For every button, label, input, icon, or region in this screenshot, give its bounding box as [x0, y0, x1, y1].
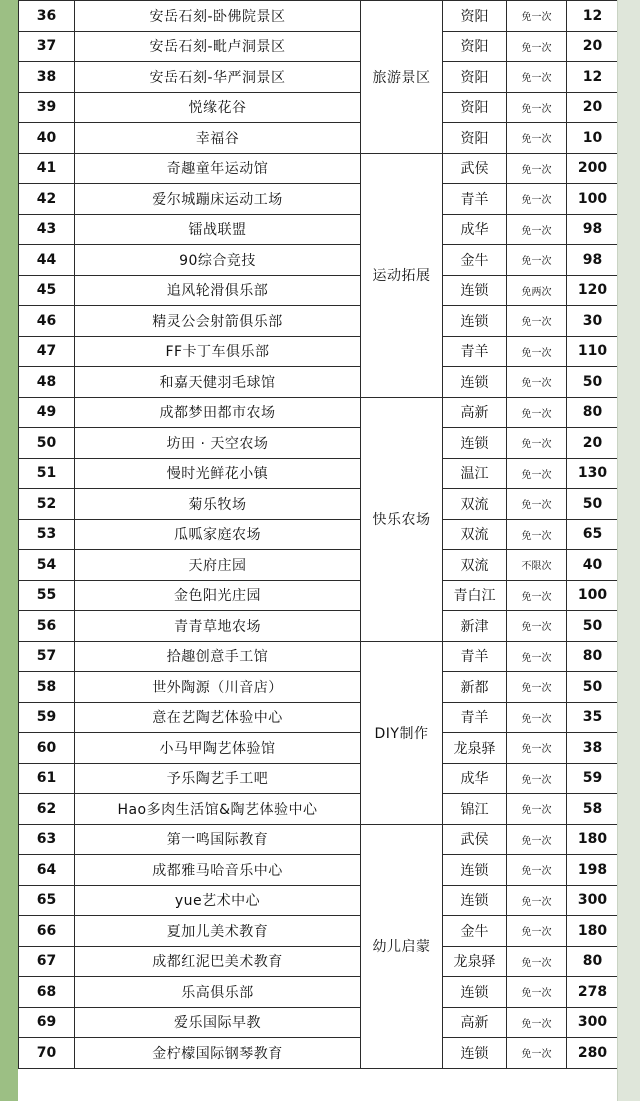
- district: 成华: [443, 763, 507, 794]
- free-times: 免一次: [507, 611, 567, 642]
- price-value: 58: [567, 794, 619, 825]
- table-row: [19, 824, 619, 855]
- table-row: [19, 184, 619, 215]
- row-number: 47: [19, 336, 75, 367]
- price-value: 198: [567, 855, 619, 886]
- venue-name: yue艺术中心: [75, 885, 361, 916]
- table-row: [19, 916, 619, 947]
- district: 温江: [443, 458, 507, 489]
- price-value: 280: [567, 1038, 619, 1069]
- price-value: 110: [567, 336, 619, 367]
- venue-name: 意在艺陶艺体验中心: [75, 702, 361, 733]
- venue-name: 世外陶源（川音店）: [75, 672, 361, 703]
- venue-name: 乐高俱乐部: [75, 977, 361, 1008]
- district: 金牛: [443, 245, 507, 276]
- free-times: 免一次: [507, 489, 567, 520]
- row-number: 41: [19, 153, 75, 184]
- district: 连锁: [443, 1038, 507, 1069]
- free-times: 免一次: [507, 397, 567, 428]
- price-value: 38: [567, 733, 619, 764]
- row-number: 54: [19, 550, 75, 581]
- free-times: 免一次: [507, 1007, 567, 1038]
- row-number: 55: [19, 580, 75, 611]
- free-times: 免一次: [507, 733, 567, 764]
- free-times: 免一次: [507, 123, 567, 154]
- district: 锦江: [443, 794, 507, 825]
- table-row: [19, 580, 619, 611]
- table-row: [19, 885, 619, 916]
- category-cell: 旅游景区: [361, 1, 443, 154]
- row-number: 56: [19, 611, 75, 642]
- row-number: 46: [19, 306, 75, 337]
- district: 双流: [443, 550, 507, 581]
- price-value: 50: [567, 672, 619, 703]
- table-sheet: [18, 0, 618, 1101]
- row-number: 45: [19, 275, 75, 306]
- table-row: [19, 275, 619, 306]
- price-value: 180: [567, 824, 619, 855]
- table-row: [19, 92, 619, 123]
- free-times: 免一次: [507, 855, 567, 886]
- table-row: [19, 62, 619, 93]
- free-times: 免一次: [507, 946, 567, 977]
- venue-name: 成都梦田都市农场: [75, 397, 361, 428]
- price-value: 50: [567, 489, 619, 520]
- district: 高新: [443, 397, 507, 428]
- row-number: 50: [19, 428, 75, 459]
- row-number: 64: [19, 855, 75, 886]
- table-row: [19, 611, 619, 642]
- row-number: 43: [19, 214, 75, 245]
- venue-name: 镭战联盟: [75, 214, 361, 245]
- venue-table-body: [19, 1, 619, 1069]
- price-value: 10: [567, 123, 619, 154]
- row-number: 61: [19, 763, 75, 794]
- venue-name: 精灵公会射箭俱乐部: [75, 306, 361, 337]
- district: 高新: [443, 1007, 507, 1038]
- table-row: [19, 733, 619, 764]
- district: 双流: [443, 489, 507, 520]
- district: 连锁: [443, 367, 507, 398]
- venue-name: 安岳石刻-华严洞景区: [75, 62, 361, 93]
- price-value: 35: [567, 702, 619, 733]
- price-value: 20: [567, 31, 619, 62]
- table-row: [19, 1038, 619, 1069]
- table-row: [19, 641, 619, 672]
- district: 青羊: [443, 702, 507, 733]
- district: 金牛: [443, 916, 507, 947]
- category-cell: 快乐农场: [361, 397, 443, 641]
- free-times: 免一次: [507, 580, 567, 611]
- free-times: 免一次: [507, 245, 567, 276]
- free-times: 免一次: [507, 153, 567, 184]
- venue-name: 金柠檬国际钢琴教育: [75, 1038, 361, 1069]
- price-value: 50: [567, 611, 619, 642]
- price-value: 65: [567, 519, 619, 550]
- free-times: 免一次: [507, 92, 567, 123]
- district: 武侯: [443, 153, 507, 184]
- row-number: 59: [19, 702, 75, 733]
- price-value: 130: [567, 458, 619, 489]
- district: 新津: [443, 611, 507, 642]
- row-number: 51: [19, 458, 75, 489]
- row-number: 53: [19, 519, 75, 550]
- district: 双流: [443, 519, 507, 550]
- row-number: 40: [19, 123, 75, 154]
- row-number: 69: [19, 1007, 75, 1038]
- table-row: [19, 245, 619, 276]
- table-row: [19, 153, 619, 184]
- venue-name: 幸福谷: [75, 123, 361, 154]
- district: 武侯: [443, 824, 507, 855]
- free-times: 免一次: [507, 763, 567, 794]
- free-times: 免一次: [507, 306, 567, 337]
- venue-name: Hao多肉生活馆&陶艺体验中心: [75, 794, 361, 825]
- venue-name: 安岳石刻-毗卢洞景区: [75, 31, 361, 62]
- table-row: [19, 672, 619, 703]
- price-value: 180: [567, 916, 619, 947]
- district: 连锁: [443, 428, 507, 459]
- venue-name: 成都雅马哈音乐中心: [75, 855, 361, 886]
- table-row: [19, 336, 619, 367]
- table-row: [19, 367, 619, 398]
- district: 资阳: [443, 92, 507, 123]
- right-frame-border: [617, 0, 640, 1101]
- row-number: 63: [19, 824, 75, 855]
- row-number: 42: [19, 184, 75, 215]
- left-frame-border: [0, 0, 18, 1101]
- price-value: 300: [567, 885, 619, 916]
- table-row: [19, 123, 619, 154]
- district: 资阳: [443, 31, 507, 62]
- table-row: [19, 977, 619, 1008]
- free-times: 免一次: [507, 977, 567, 1008]
- category-cell: DIY制作: [361, 641, 443, 824]
- table-row: [19, 1, 619, 32]
- venue-name: 天府庄园: [75, 550, 361, 581]
- district: 成华: [443, 214, 507, 245]
- row-number: 58: [19, 672, 75, 703]
- venue-name: 菊乐牧场: [75, 489, 361, 520]
- price-value: 98: [567, 245, 619, 276]
- free-times: 免一次: [507, 458, 567, 489]
- venue-name: 予乐陶艺手工吧: [75, 763, 361, 794]
- free-times: 不限次: [507, 550, 567, 581]
- row-number: 68: [19, 977, 75, 1008]
- price-value: 50: [567, 367, 619, 398]
- row-number: 67: [19, 946, 75, 977]
- district: 青羊: [443, 184, 507, 215]
- venue-name: 坊田 · 天空农场: [75, 428, 361, 459]
- row-number: 44: [19, 245, 75, 276]
- free-times: 免一次: [507, 428, 567, 459]
- free-times: 免一次: [507, 916, 567, 947]
- row-number: 49: [19, 397, 75, 428]
- free-times: 免一次: [507, 519, 567, 550]
- price-value: 12: [567, 1, 619, 32]
- row-number: 57: [19, 641, 75, 672]
- row-number: 48: [19, 367, 75, 398]
- venue-name: 90综合竞技: [75, 245, 361, 276]
- price-value: 300: [567, 1007, 619, 1038]
- price-value: 59: [567, 763, 619, 794]
- venue-name: 追风轮滑俱乐部: [75, 275, 361, 306]
- price-value: 100: [567, 184, 619, 215]
- district: 龙泉驿: [443, 946, 507, 977]
- table-row: [19, 855, 619, 886]
- venue-name: 奇趣童年运动馆: [75, 153, 361, 184]
- venue-name: 金色阳光庄园: [75, 580, 361, 611]
- row-number: 70: [19, 1038, 75, 1069]
- table-row: [19, 702, 619, 733]
- price-value: 20: [567, 428, 619, 459]
- table-row: [19, 397, 619, 428]
- price-value: 12: [567, 62, 619, 93]
- row-number: 38: [19, 62, 75, 93]
- category-cell: 幼儿启蒙: [361, 824, 443, 1068]
- district: 资阳: [443, 1, 507, 32]
- venue-name: 成都红泥巴美术教育: [75, 946, 361, 977]
- district: 青白江: [443, 580, 507, 611]
- free-times: 免一次: [507, 336, 567, 367]
- free-times: 免一次: [507, 1, 567, 32]
- price-value: 20: [567, 92, 619, 123]
- free-times: 免一次: [507, 62, 567, 93]
- table-row: [19, 946, 619, 977]
- price-value: 30: [567, 306, 619, 337]
- venue-name: 夏加儿美术教育: [75, 916, 361, 947]
- district: 连锁: [443, 977, 507, 1008]
- price-value: 120: [567, 275, 619, 306]
- free-times: 免一次: [507, 794, 567, 825]
- table-row: [19, 306, 619, 337]
- district: 青羊: [443, 641, 507, 672]
- price-value: 80: [567, 641, 619, 672]
- free-times: 免一次: [507, 214, 567, 245]
- table-row: [19, 1007, 619, 1038]
- table-row: [19, 519, 619, 550]
- row-number: 60: [19, 733, 75, 764]
- district: 资阳: [443, 123, 507, 154]
- price-value: 40: [567, 550, 619, 581]
- row-number: 66: [19, 916, 75, 947]
- price-value: 98: [567, 214, 619, 245]
- table-row: [19, 794, 619, 825]
- district: 连锁: [443, 855, 507, 886]
- venue-name: 青青草地农场: [75, 611, 361, 642]
- category-cell: 运动拓展: [361, 153, 443, 397]
- free-times: 免一次: [507, 702, 567, 733]
- venue-name: 和嘉天健羽毛球馆: [75, 367, 361, 398]
- table-row: [19, 763, 619, 794]
- free-times: 免一次: [507, 367, 567, 398]
- venue-name: 拾趣创意手工馆: [75, 641, 361, 672]
- venue-name: 安岳石刻-卧佛院景区: [75, 1, 361, 32]
- row-number: 39: [19, 92, 75, 123]
- district: 资阳: [443, 62, 507, 93]
- price-value: 80: [567, 946, 619, 977]
- price-value: 200: [567, 153, 619, 184]
- district: 龙泉驿: [443, 733, 507, 764]
- venue-name: 爱乐国际早教: [75, 1007, 361, 1038]
- price-value: 100: [567, 580, 619, 611]
- district: 连锁: [443, 275, 507, 306]
- venue-name: 第一鸣国际教育: [75, 824, 361, 855]
- free-times: 免一次: [507, 672, 567, 703]
- free-times: 免两次: [507, 275, 567, 306]
- free-times: 免一次: [507, 1038, 567, 1069]
- table-row: [19, 428, 619, 459]
- table-row: [19, 550, 619, 581]
- free-times: 免一次: [507, 31, 567, 62]
- table-row: [19, 31, 619, 62]
- venue-name: 小马甲陶艺体验馆: [75, 733, 361, 764]
- row-number: 37: [19, 31, 75, 62]
- free-times: 免一次: [507, 824, 567, 855]
- venue-name: FF卡丁车俱乐部: [75, 336, 361, 367]
- price-value: 80: [567, 397, 619, 428]
- free-times: 免一次: [507, 641, 567, 672]
- venue-table: [18, 0, 619, 1069]
- district: 连锁: [443, 306, 507, 337]
- district: 连锁: [443, 885, 507, 916]
- district: 新都: [443, 672, 507, 703]
- table-row: [19, 214, 619, 245]
- free-times: 免一次: [507, 184, 567, 215]
- venue-name: 瓜呱家庭农场: [75, 519, 361, 550]
- venue-name: 悦缘花谷: [75, 92, 361, 123]
- district: 青羊: [443, 336, 507, 367]
- row-number: 52: [19, 489, 75, 520]
- row-number: 65: [19, 885, 75, 916]
- row-number: 62: [19, 794, 75, 825]
- row-number: 36: [19, 1, 75, 32]
- price-value: 278: [567, 977, 619, 1008]
- table-row: [19, 489, 619, 520]
- free-times: 免一次: [507, 885, 567, 916]
- venue-name: 爱尔城蹦床运动工场: [75, 184, 361, 215]
- table-row: [19, 458, 619, 489]
- venue-name: 慢时光鲜花小镇: [75, 458, 361, 489]
